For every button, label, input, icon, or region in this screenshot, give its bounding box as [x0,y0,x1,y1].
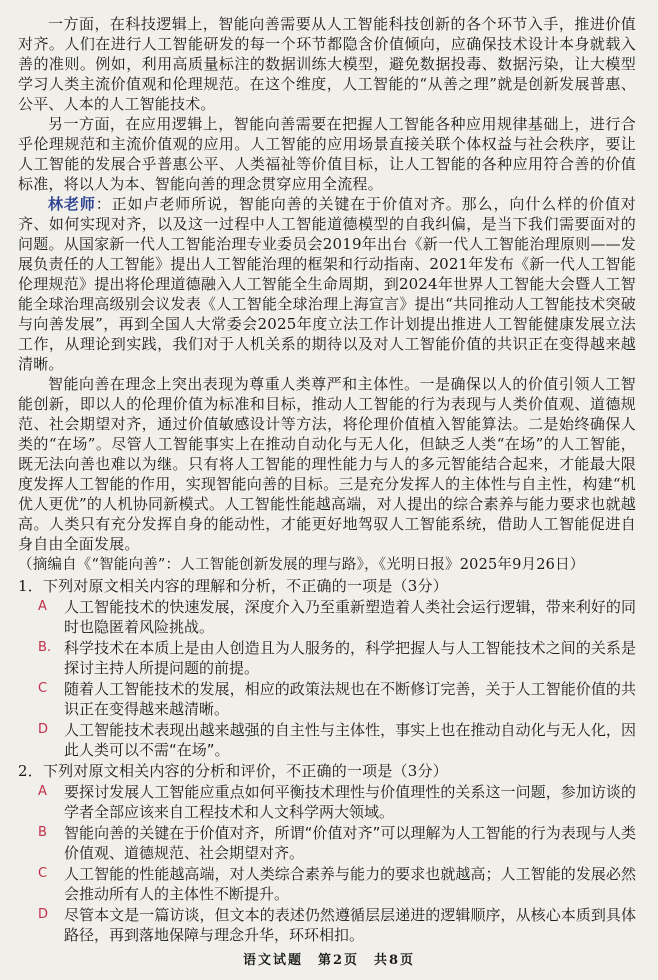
option-letter: A [38,784,47,799]
question-2-stem: 2．下列对原文相关内容的分析和评价，不正确的一项是（3分） [18,762,448,780]
option-text: 尽管本文是一篇访谈，但文本的表述仍然遵循层层递进的逻辑顺序，从核心本质到具体路径，再到落地保障与理念升华，环环相扣。 [64,906,636,944]
q2-option-b [18,823,636,863]
speaker-name: 林老师 [48,195,96,213]
option-text: 人工智能技术的快速发展，深度介入乃至重新塑造着人类社会运行逻辑，带来利好的同时也隐匿着风险挑战。 [64,598,636,636]
option-text: 人工智能技术表现出越来越强的自主性与主体性，事实上也在推动自动化与无人化，因此人类可以不需“在场”。 [64,721,636,759]
option-letter: A [38,599,47,614]
source-citation: （摘编自《“智能向善”：人工智能创新发展的理与路》，《光明日报》2025年9月26日） [18,557,585,573]
q1-option-d [18,720,636,760]
q1-option-a [18,597,636,637]
option-text: 要探讨发展人工智能应重点如何平衡技术理性与价值理性的关系这一问题，参加访谈的学者全部应该来自工程技术和人文科学两大领域。 [64,783,636,821]
speaker-text: ：正如卢老师所说，智能向善的关键在于价值对齐。那么，向什么样的价值对齐、如何实现对齐，以及这一过程中人工智能道德模型的自我纠偏，是当下我们需要面对的问题。从国家新一代人工智能治理专业委员会2019年出台《新一代人工智能治理原则——发展负责任的人工智能》提出人工智能治理的框架和行动指南、2021年发布《新一代人工智能伦理规范》提出将伦理道德融入人工智能全生命周期，到2024年世界人工智能大会暨人工智能全球治理高级别会议发表《人工智能全球治理上海宣言》提出“共同推动人工智能技术突破与向善发展”，再到全国人大常委会2025年度立法工作计划提出推进人工智能健康发展立法工作，从理论到实践，我们对于人机关系的期待以及对人工智能价值的共识正在变得越来越清晰。 [18,195,636,373]
option-letter: D [38,907,49,922]
question-1-stem: 1．下列对原文相关内容的理解和分析，不正确的一项是（3分） [18,577,448,595]
q2-option-a [18,782,636,822]
q1-option-c [18,679,636,719]
option-letter: C [38,866,48,881]
option-letter: B. [38,640,52,655]
option-text: 人工智能的性能越高端，对人类综合素养与能力的要求也就越高；人工智能的发展必然会推动所有人的主体性不断提升。 [64,865,636,903]
q1-option-b [18,638,636,678]
q2-option-c [18,864,636,904]
option-letter: C [38,681,48,696]
passage-paragraph-2: 另一方面，在应用逻辑上，智能向善需要在把握人工智能各种应用规律基础上，进行合乎伦理规范和主流价值观的应用。人工智能的应用场景直接关联个体权益与社会秩序，要让人工智能的发展合乎普惠公平、人类福祉等价值目标，让人工智能的各种应用符合善的价值标准，将以人为本、智能向善的理念贯穿应用全流程。 [18,115,636,193]
passage-paragraph-4: 智能向善在理念上突出表现为尊重人类尊严和主体性。一是确保以人的价值引领人工智能创新，即以人的伦理价值为标准和目标，推动人工智能的行为表现与人类价值观、道德规范、社会期望对齐，通过价值敏感设计等方法，将伦理价值植入智能算法。二是始终确保人类的“在场”。尽管人工智能事实上在推动自动化与无人化，但缺乏人类“在场”的人工智能，既无法向善也难以为继。只有将人工智能的理性能力与人的多元智能结合起来，才能最大限度发挥人工智能的作用，实现智能向善的目标。三是充分发挥人的主体性与自主性，构建“机优人更优”的人机协同新模式。人工智能性能越高端，对人提出的综合素养与能力要求也就越高。人类只有充分发挥自身的能动性，才能更好地驾驭人工智能系统，借助人工智能促进自身自由全面发展。 [18,375,636,553]
page-footer: 语文试题 第2页 共8页 [242,953,416,968]
option-text: 科学技术在本质上是由人创造且为人服务的，科学把握人与人工智能技术之间的关系是探讨主持人所提问题的前提。 [64,639,636,677]
q2-option-d [18,905,636,945]
option-text: 智能向善的关键在于价值对齐，所谓“价值对齐”可以理解为人工智能的行为表现与人类价值观、道德规范、社会期望对齐。 [64,824,636,862]
passage-paragraph-3 [18,194,636,374]
option-letter: D [38,722,49,737]
passage-paragraph-1: 一方面，在科技逻辑上，智能向善需要从人工智能科技创新的各个环节入手，推进价值对齐。人们在进行人工智能研发的每一个环节都隐含价值倾向，应确保技术设计本身就载入善的准则。例如，利用高质量标注的数据训练大模型，避免数据投毒、数据污染，让大模型学习人类主流价值观和伦理规范。在这个维度，人工智能的“从善之理”就是创新发展普惠、公平、人本的人工智能技术。 [18,15,636,113]
option-letter: B [38,825,47,840]
option-text: 随着人工智能技术的发展，相应的政策法规也在不断修订完善，关于人工智能价值的共识正在变得越来越清晰。 [64,680,636,718]
